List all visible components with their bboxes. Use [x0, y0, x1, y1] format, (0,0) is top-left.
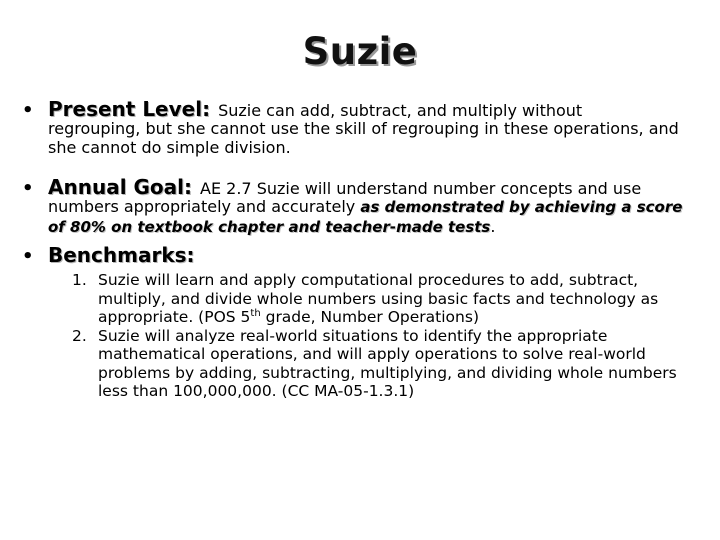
present-level-lead-text: Suzie can add, subtract, and multiply without: [218, 101, 583, 120]
benchmarks-label: Benchmarks:: [48, 243, 195, 267]
annual-goal-row: [22, 175, 702, 199]
bullet-icon: •: [22, 246, 34, 267]
annual-goal-label: Annual Goal:: [48, 175, 193, 199]
present-level-label: Present Level:: [48, 97, 211, 121]
benchmark-text-end: grade, Number Operations): [260, 308, 479, 326]
bullet-icon: •: [22, 178, 34, 199]
present-level-row: [22, 97, 702, 121]
annual-goal-emphasis: as demonstrated by achieving a score of 80% on textbook chapter and teacher-made tests: [48, 198, 683, 236]
slide-title: Suzie: [302, 30, 418, 73]
benchmark-item-2: [72, 327, 702, 401]
benchmark-text: Suzie will analyze real-world situations to identify the appropriate mathematical operations, and will apply operations to solve real-world problems by adding, subtracting, multiplying, and dividing whole numbers less than 100,000,000. (CC MA-05-1.3.1): [98, 326, 677, 400]
benchmark-text: Suzie will learn and apply computational procedures to add, subtract, multiply, and divide whole numbers using basic facts and technology as appropriate. (POS 5: [98, 271, 659, 326]
annual-goal-text: [48, 197, 702, 237]
annual-goal-end: .: [490, 217, 496, 236]
benchmark-item-1: [72, 271, 702, 327]
bullet-icon: •: [22, 100, 34, 121]
present-level-section: [22, 97, 702, 157]
annual-goal-lead-text: AE 2.7 Suzie will understand number concepts and use: [200, 179, 642, 198]
annual-goal-section: [22, 175, 702, 237]
benchmark-number: 1.: [72, 271, 87, 289]
benchmark-list: [72, 271, 702, 401]
benchmark-number: 2.: [72, 326, 87, 345]
benchmarks-section: [22, 243, 702, 401]
annual-goal-plain-text: numbers appropriately and accurately: [48, 197, 356, 216]
benchmarks-row: [22, 243, 702, 267]
present-level-text: regrouping, but she cannot use the skill of regrouping in these operations, and she cannot do simple division.: [48, 119, 679, 157]
superscript-th: th: [250, 307, 261, 319]
